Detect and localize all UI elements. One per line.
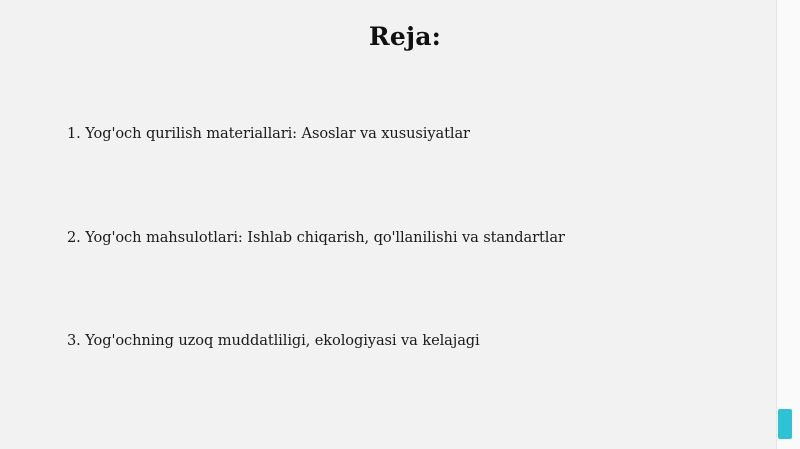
scrollbar-thumb[interactable]	[778, 409, 792, 439]
scrollbar-track[interactable]	[776, 0, 800, 449]
plan-item-2: 2. Yog'och mahsulotlari: Ishlab chiqarish, qo'llanilishi va standartlar	[67, 229, 565, 246]
slide-title: Reja:	[368, 22, 442, 51]
plan-item-3: 3. Yog'ochning uzoq muddatliligi, ekologiyasi va kelajagi	[67, 332, 480, 349]
plan-item-1: 1. Yog'och qurilish materiallari: Asoslar va xususiyatlar	[67, 125, 470, 142]
